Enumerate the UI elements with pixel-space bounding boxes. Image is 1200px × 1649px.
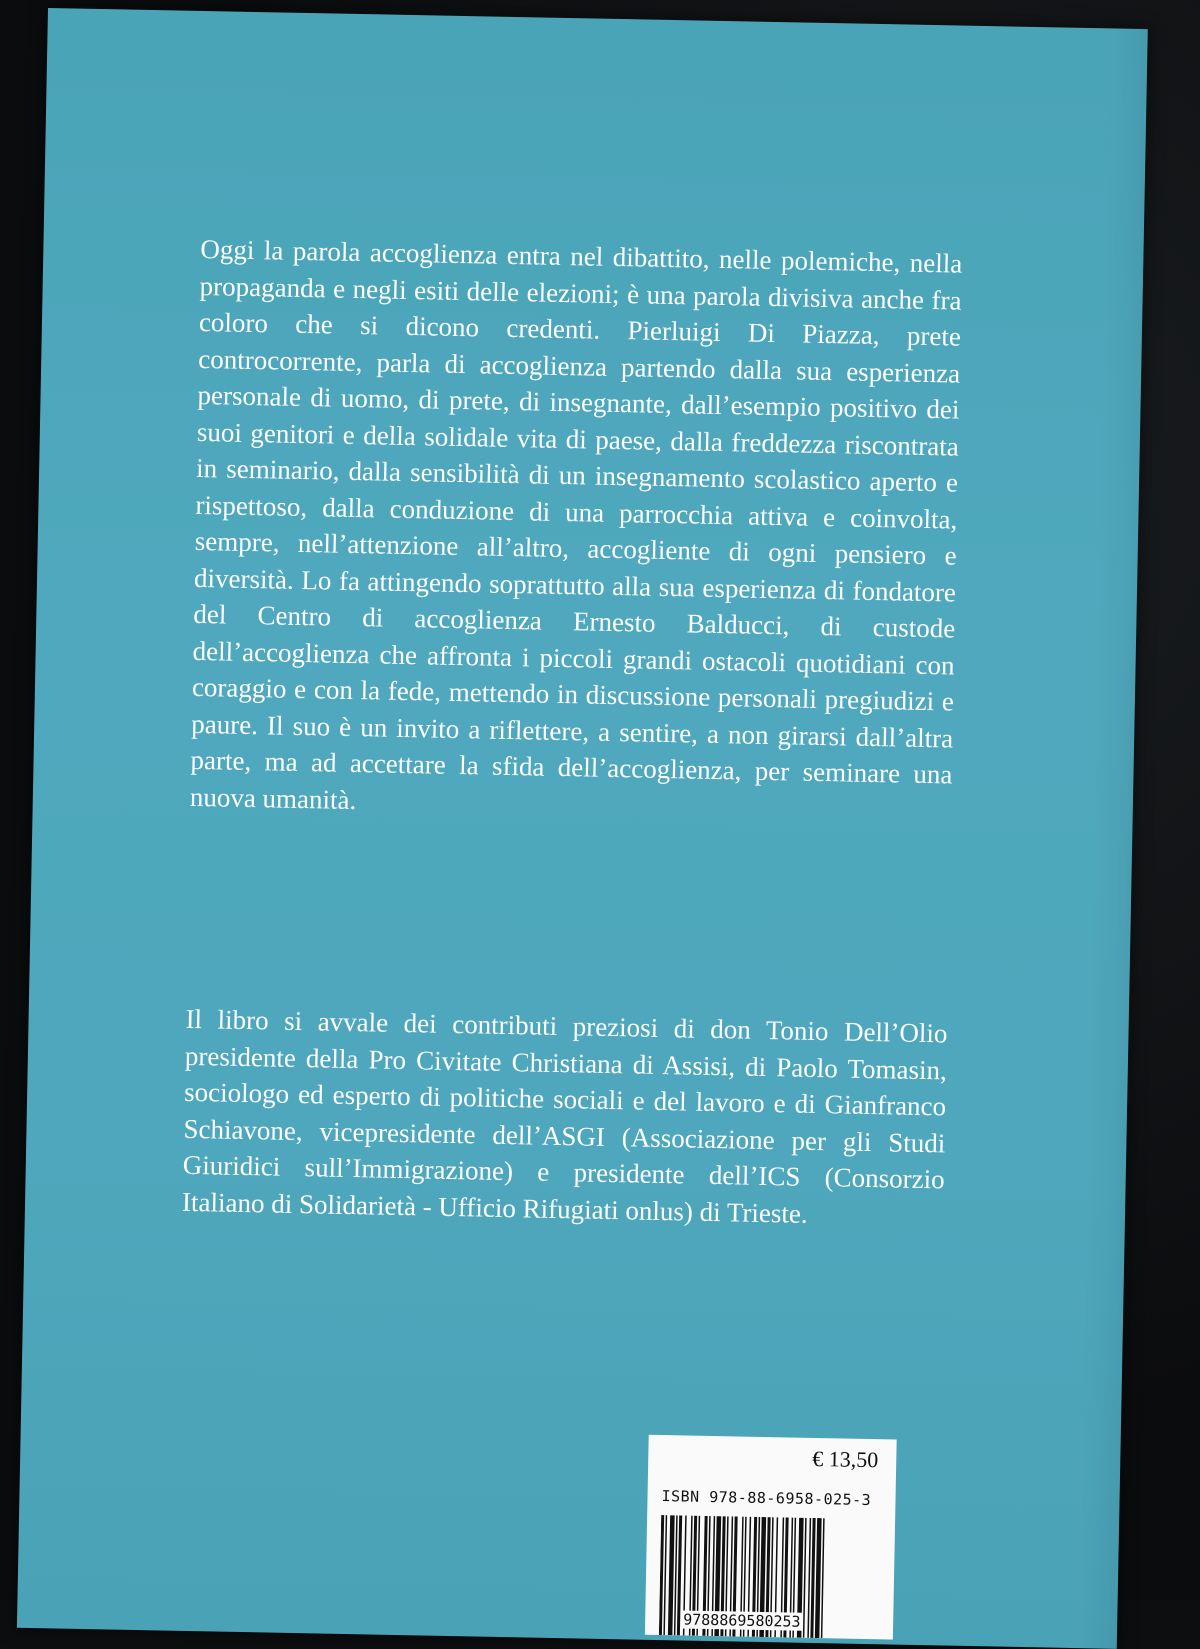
- barcode-bar: [668, 1515, 675, 1635]
- book-contributors: [182, 1001, 948, 1235]
- barcode-bar: [810, 1518, 815, 1638]
- barcode-bar: [663, 1515, 667, 1635]
- contributors-paragraph: Il libro si avvale dei contributi preziosi di don Tonio Dell’Olio presidente della Pro Civitate Christiana di Assisi, di Paolo Tomasin, sociologo ed esperto di politiche sociali e del lavoro e di Gianfranco Schiavone, vicepresidente dell’ASGI (Associazione per gli Studi Giuridici sull’Immigrazione) e presidente dell’ICS (Consorzio Italiano di Solidarietà - Ufficio Rifugiati onlus) di Trieste.: [181, 1003, 948, 1229]
- barcode-bar: [803, 1518, 807, 1638]
- barcode-label: [645, 1435, 897, 1640]
- isbn-label: ISBN 978-88-6958-025-3: [661, 1487, 872, 1510]
- book-description: [190, 231, 963, 830]
- price-label: € 13,50: [812, 1445, 879, 1473]
- barcode-bar: [674, 1515, 678, 1635]
- book-back-cover: [17, 8, 1148, 1649]
- barcode-bar: [821, 1518, 825, 1638]
- barcode-bar: [807, 1518, 811, 1638]
- description-paragraph: Oggi la parola accoglienza entra nel dibattito, nelle polemiche, nella propaganda e negli esiti delle elezioni; è una parola divisiva anche fra coloro che si dicono credenti. Pierluigi Di Piazza, prete controcorrente, parla di accoglienza partendo dalla sua esperienza personale di uomo, di prete, di insegnante, dall’esempio positivo dei suoi genitori e della solidale vita di paese, dalla freddezza riscontrata in seminario, dalla sensibilità di un insegnamento scolastico aperto e rispettoso, dalla conduzione di una parrocchia attiva e coinvolta, sempre, nell’attenzione all’altro, accogliente di ogni pensiero e diversità. Lo fa attingendo soprattutto alla sua esperienza di fondatore del Centro di accoglienza Ernesto Balducci, di custode dell’accoglienza che affronta i piccoli grandi ostacoli quotidiani con coraggio e con la fede, mettendo in discussione personali pregiudizi e paure. Il suo è un invito a riflettere, a sentire, a non girarsi dall’altra parte, ma ad accettare la sfida dell’accoglienza, per seminare una nuova umanità.: [189, 233, 963, 815]
- barcode-bar: [815, 1518, 822, 1638]
- barcode-digits: 9788869580253: [683, 1610, 801, 1631]
- barcode-bar: [659, 1515, 664, 1635]
